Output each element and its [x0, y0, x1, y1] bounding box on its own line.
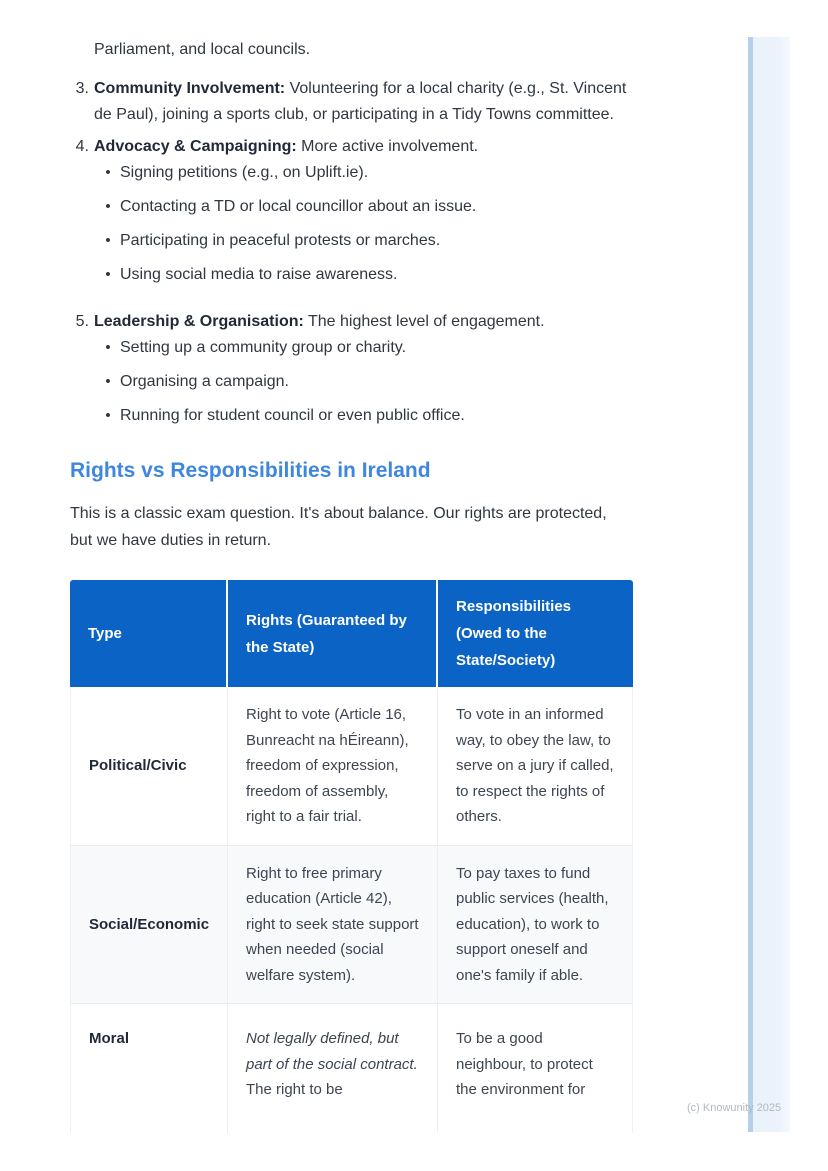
bullet-list	[94, 160, 633, 288]
bullet-icon: •	[105, 198, 111, 215]
item-number: 3.	[75, 80, 89, 97]
cell-responsibilities: To vote in an informed way, to obey the law, to serve on a jury if called, to respect the rights of others.	[438, 687, 633, 846]
table-row	[70, 687, 633, 846]
list-item	[94, 194, 633, 220]
item-number: 4.	[75, 138, 89, 155]
cell-rights-italic: Not legally defined, but part of the social contract.	[246, 1030, 418, 1073]
cell-rights	[228, 1004, 438, 1133]
bullet-text: Running for student council or even public office.	[120, 407, 465, 424]
item-body	[94, 76, 633, 128]
cell-rights-rest: The right to be	[246, 1081, 343, 1098]
cell-type: Social/Economic	[70, 846, 228, 1005]
section-heading: Rights vs Responsibilities in Ireland	[70, 459, 431, 482]
bullet-icon: •	[105, 266, 111, 283]
item-title: Community Involvement:	[94, 80, 286, 97]
item-title: Leadership & Organisation:	[94, 313, 304, 330]
item-text: The highest level of engagement.	[307, 313, 545, 330]
cell-type: Moral	[70, 1004, 228, 1133]
table-row	[70, 846, 633, 1005]
bullet-icon: •	[105, 373, 111, 390]
table-header-row	[70, 580, 633, 687]
section-intro: This is a classic exam question. It's about balance. Our rights are protected, but we have duties in return.	[70, 505, 607, 549]
list-item-2-continuation: Parliament, and local councils.	[94, 41, 311, 58]
bullet-text: Setting up a community group or charity.	[120, 339, 407, 356]
bullet-text: Organising a campaign.	[120, 373, 289, 390]
cell-type: Political/Civic	[70, 687, 228, 846]
list-item	[94, 369, 633, 395]
item-body	[94, 309, 633, 437]
list-item	[94, 403, 633, 429]
item-body	[94, 134, 633, 296]
bullet-icon: •	[105, 232, 111, 249]
item-title: Advocacy & Campaigning:	[94, 138, 297, 155]
list-item	[94, 228, 633, 254]
document-content	[70, 0, 633, 1133]
bullet-text: Contacting a TD or local councillor about an issue.	[120, 198, 477, 215]
bullet-text: Using social media to raise awareness.	[120, 266, 398, 283]
table-row	[70, 1004, 633, 1133]
bullet-text: Signing petitions (e.g., on Uplift.ie).	[120, 164, 369, 181]
cell-rights: Right to free primary education (Article 42), right to seek state support when needed (social welfare system).	[228, 846, 438, 1005]
numbered-item-5	[70, 309, 633, 437]
copyright-watermark: (c) Knowunity 2025	[687, 1102, 782, 1114]
cell-responsibilities: To be a good neighbour, to protect the environment for	[438, 1004, 633, 1133]
rights-responsibilities-table	[70, 580, 633, 1133]
column-header-type: Type	[70, 580, 228, 687]
column-header-responsibilities: Responsibilities (Owed to the State/Society)	[438, 580, 633, 687]
list-item	[94, 335, 633, 361]
cell-responsibilities: To pay taxes to fund public services (health, education), to work to support oneself and one's family if able.	[438, 846, 633, 1005]
page-edge-bar	[748, 37, 790, 1132]
numbered-item-3	[70, 76, 633, 128]
item-number: 5.	[75, 313, 89, 330]
numbered-item-4	[70, 134, 633, 296]
list-item	[94, 160, 633, 186]
bullet-icon: •	[105, 339, 111, 356]
bullet-icon: •	[105, 164, 111, 181]
cell-rights: Right to vote (Article 16, Bunreacht na hÉireann), freedom of expression, freedom of assembly, right to a fair trial.	[228, 687, 438, 846]
bullet-icon: •	[105, 407, 111, 424]
item-text: More active involvement.	[301, 138, 479, 155]
bullet-list	[94, 335, 633, 429]
column-header-rights: Rights (Guaranteed by the State)	[228, 580, 438, 687]
list-item	[94, 262, 633, 288]
item-text: Volunteering for a local charity (e.g., St. Vincent de Paul), joining a sports club, or participating in a Tidy Towns committee.	[94, 80, 627, 123]
bullet-text: Participating in peaceful protests or marches.	[120, 232, 441, 249]
